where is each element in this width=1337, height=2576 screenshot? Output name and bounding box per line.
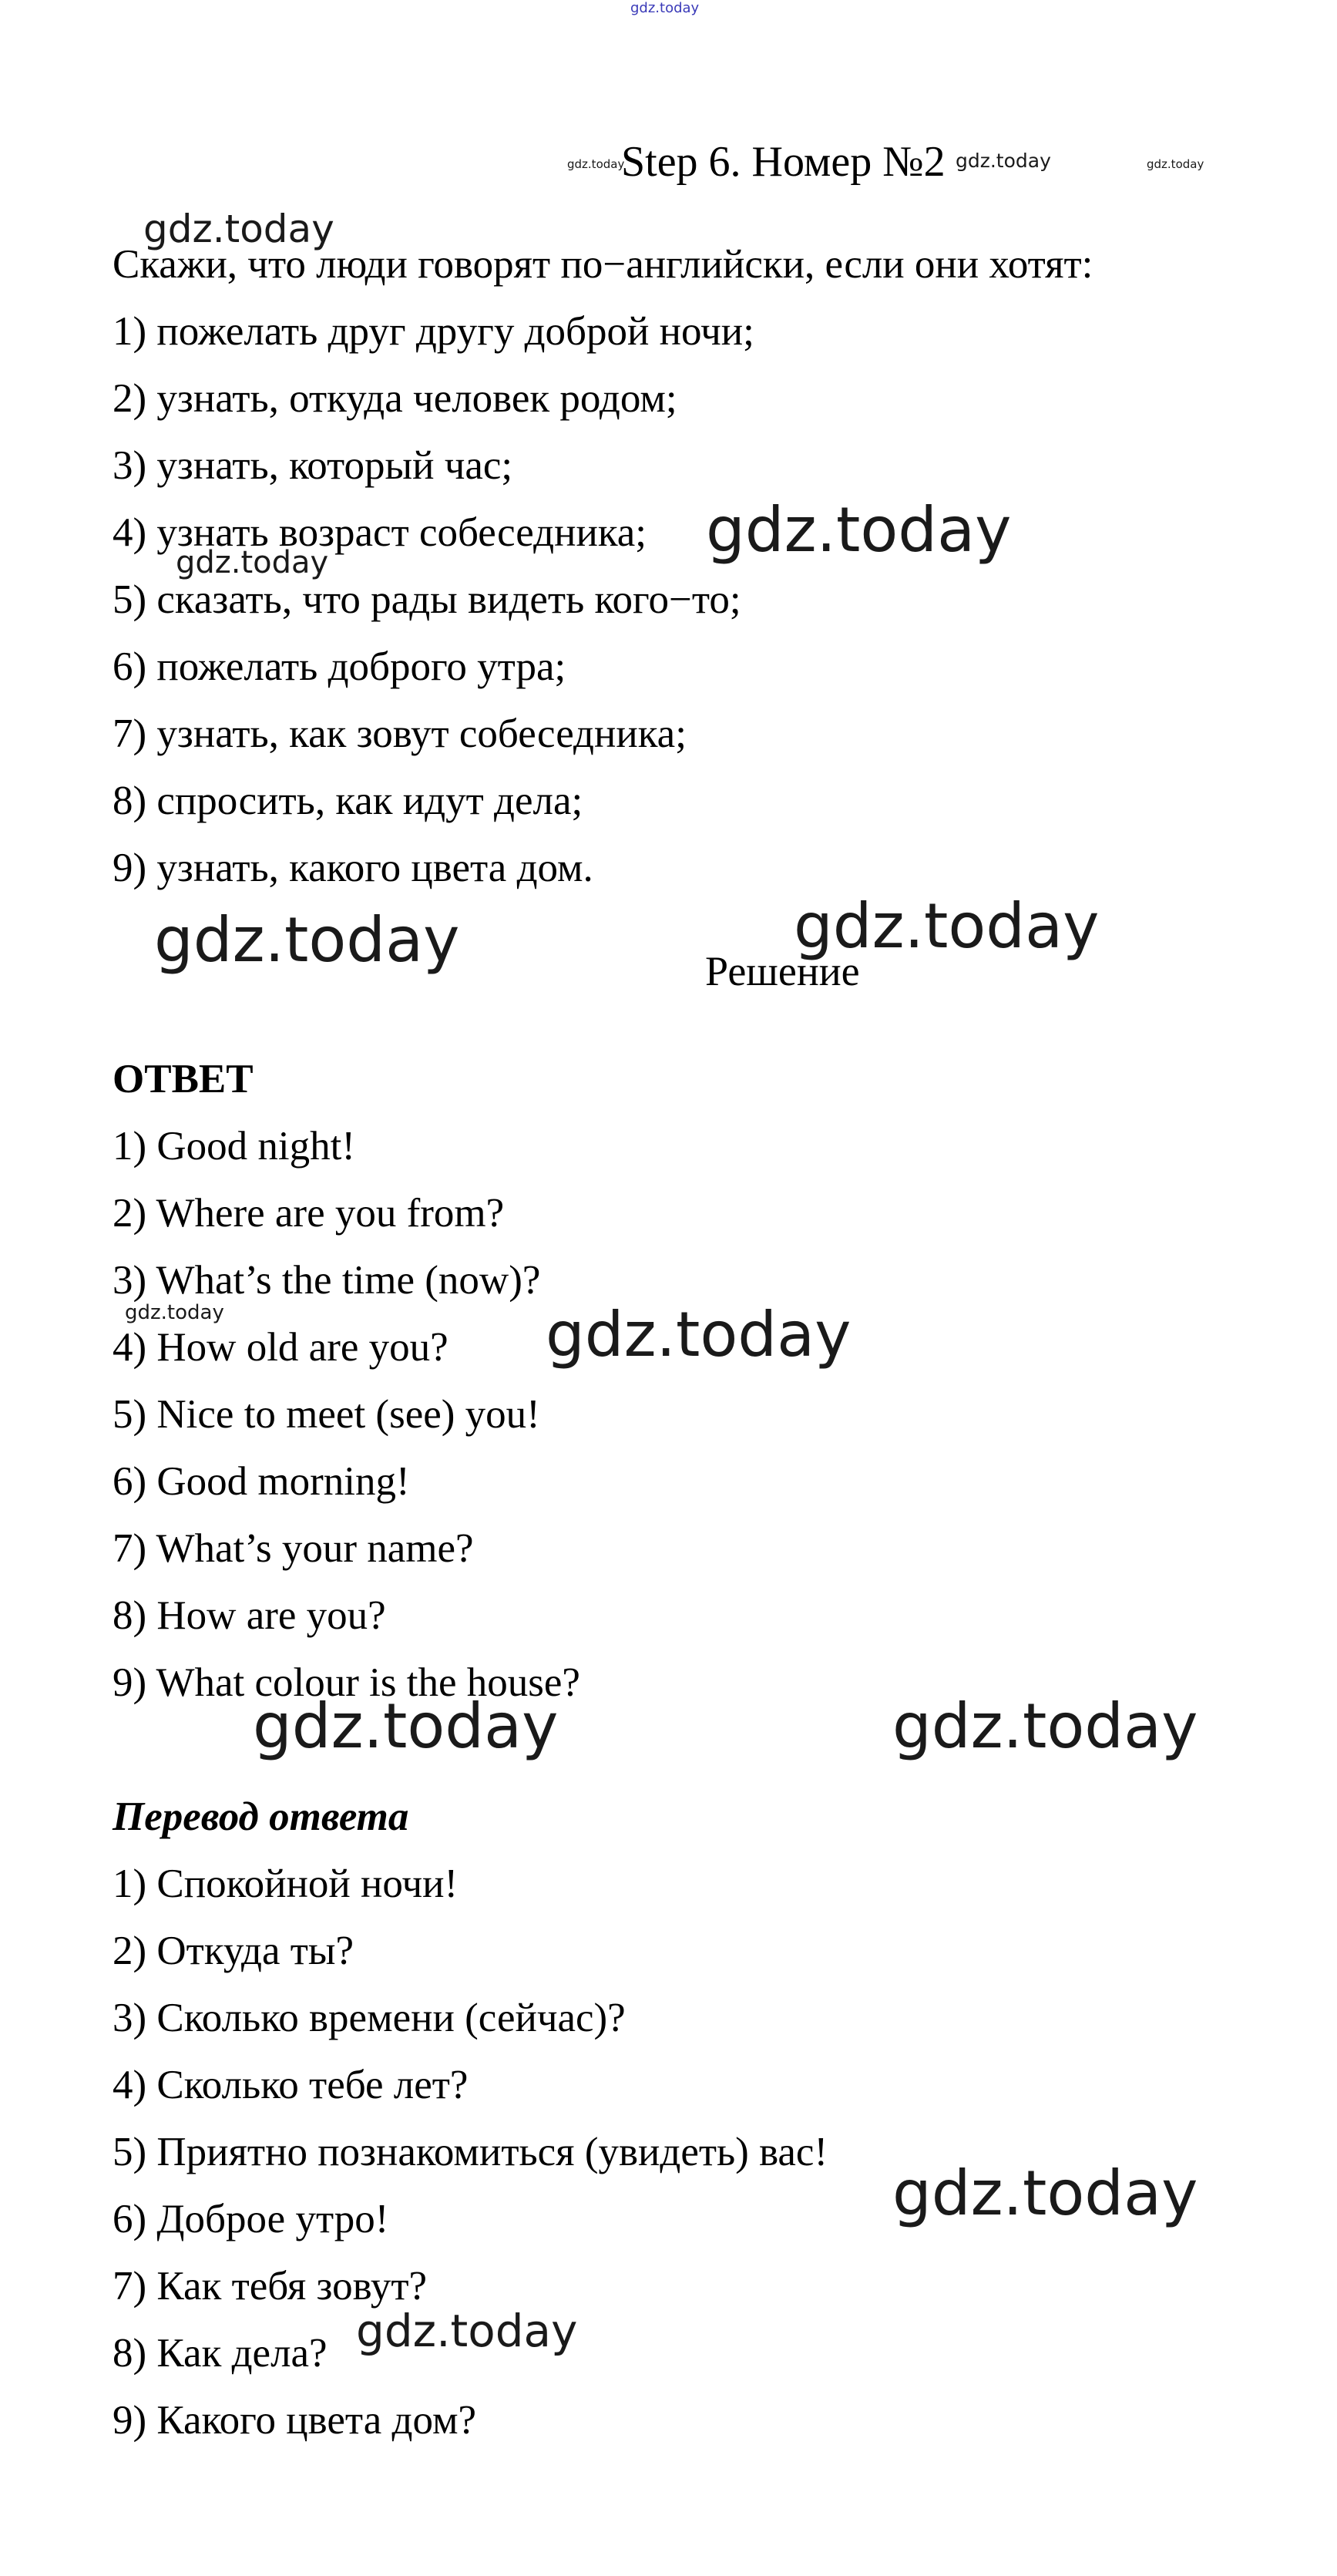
watermark-top: gdz.today [630, 0, 700, 16]
watermark-item4-small: gdz.today [176, 545, 329, 580]
page-title: Step 6. Номер №2 [621, 138, 946, 186]
answer-item: 1) Good night! [113, 1124, 356, 1169]
answer-item: 2) Where are you from? [113, 1191, 505, 1236]
answer-item: 8) How are you? [113, 1593, 386, 1638]
answer-item: 3) What’s the time (now)? [113, 1258, 541, 1303]
answer-heading: ОТВЕТ [113, 1057, 254, 1101]
watermark-title-right: gdz.today [956, 150, 1051, 172]
translation-heading: Перевод ответа [113, 1794, 409, 1839]
watermark-translation5: gdz.today [892, 2157, 1198, 2229]
translation-item: 7) Как тебя зовут? [113, 2264, 428, 2309]
answer-item: 7) What’s your name? [113, 1526, 474, 1571]
task-intro: Скажи, что люди говорят по−английски, если они хотят: [113, 242, 1093, 287]
watermark-answer9-left: gdz.today [253, 1690, 559, 1762]
watermark-answer9-right: gdz.today [892, 1690, 1198, 1762]
watermark-answer-small: gdz.today [125, 1301, 224, 1324]
watermark-answer4: gdz.today [546, 1299, 852, 1370]
answer-item: 4) How old are you? [113, 1325, 448, 1370]
watermark-translation8: gdz.today [356, 2305, 578, 2357]
answer-item: 5) Nice to meet (see) you! [113, 1392, 540, 1437]
translation-item: 3) Сколько времени (сейчас)? [113, 1996, 626, 2040]
task-item: 5) сказать, что рады видеть кого−то; [113, 577, 741, 622]
watermark-intro: gdz.today [143, 207, 334, 251]
task-item: 9) узнать, какого цвета дом. [113, 846, 593, 890]
translation-item: 8) Как дела? [113, 2331, 328, 2376]
watermark-title-far-right: gdz.today [1147, 157, 1204, 171]
solution-label: Решение [705, 948, 860, 994]
translation-item: 9) Какого цвета дом? [113, 2398, 477, 2443]
translation-item: 6) Доброе утро! [113, 2197, 389, 2241]
watermark-item4-large: gdz.today [706, 494, 1012, 566]
watermark-solution-left: gdz.today [154, 904, 460, 976]
answer-item: 6) Good morning! [113, 1459, 410, 1504]
task-item: 8) спросить, как идут дела; [113, 779, 583, 823]
watermark-title-left: gdz.today [567, 157, 625, 171]
task-item: 2) узнать, откуда человек родом; [113, 376, 677, 421]
task-item: 6) пожелать доброго утра; [113, 644, 566, 689]
watermark-solution-right: gdz.today [794, 890, 1100, 962]
translation-item: 4) Сколько тебе лет? [113, 2063, 469, 2107]
task-item: 1) пожелать друг другу доброй ночи; [113, 309, 754, 354]
task-item: 7) узнать, как зовут собеседника; [113, 711, 687, 756]
translation-item: 1) Спокойной ночи! [113, 1861, 459, 1906]
answer-item: 9) What colour is the house? [113, 1660, 580, 1705]
translation-item: 2) Откуда ты? [113, 1929, 354, 1973]
task-item: 4) узнать возраст собеседника; [113, 510, 647, 555]
translation-item: 5) Приятно познакомиться (увидеть) вас! [113, 2130, 828, 2174]
task-item: 3) узнать, который час; [113, 443, 513, 488]
